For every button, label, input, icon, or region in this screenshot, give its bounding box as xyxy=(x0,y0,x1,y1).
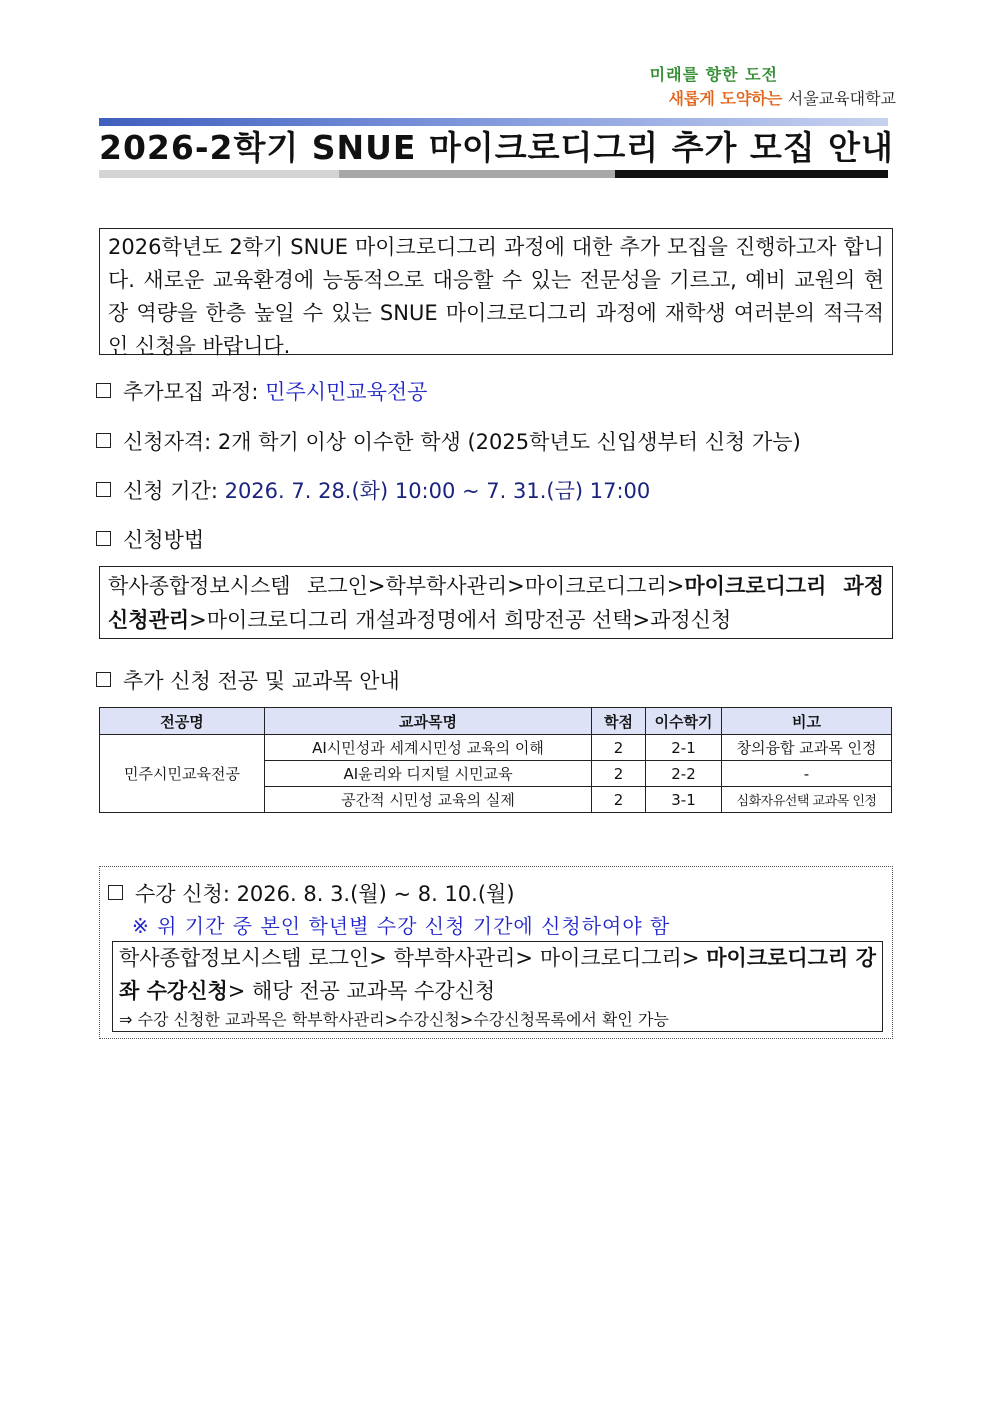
section-course-label: 추가모집 과정: xyxy=(123,380,266,404)
method-text-1: 학사종합정보시스템 로그인>학부학사관리>마이크로디그리> xyxy=(108,574,685,598)
title-top-bar xyxy=(99,118,888,126)
section-course-value: 민주시민교육전공 xyxy=(265,380,428,404)
intro-box: 2026학년도 2학기 SNUE 마이크로디그리 과정에 대한 추가 모집을 진행하고자 합니다. 새로운 교육환경에 능동적으로 대응할 수 있는 전문성을 기르고, 예비 교원의 현장 역량을 한층 높일 수 있는 SNUE 마이크로디그리 과정에 재학생 여러분의 적극적인 신청을 바랍니다. xyxy=(99,228,893,355)
title-bottom-bar-light xyxy=(99,170,339,178)
checkbox-square-icon xyxy=(96,482,111,497)
enrollment-box xyxy=(112,941,883,1032)
section-period-value: 2026. 7. 28.(화) 10:00 ~ 7. 31.(금) 17:00 xyxy=(224,479,651,503)
header-major: 전공명 xyxy=(100,708,265,735)
method-box xyxy=(99,566,893,639)
header-note: 비고 xyxy=(722,708,892,735)
note-cell: 심화자유선택 교과목 인정 xyxy=(722,787,892,813)
logo-university-name: 서울교육대학교 xyxy=(787,89,896,108)
credit-cell: 2 xyxy=(592,735,646,761)
section-eligibility xyxy=(96,428,801,456)
title-bottom-bar-mid xyxy=(339,170,615,178)
enrollment-path-1: 학사종합정보시스템 로그인> 학부학사관리> 마이크로디그리> xyxy=(119,946,707,970)
enrollment-path-bold: 마이크로디그리 강좌 수강신청 xyxy=(119,946,876,1003)
courses-table xyxy=(99,707,892,813)
header-semester: 이수학기 xyxy=(646,708,722,735)
credit-cell: 2 xyxy=(592,761,646,787)
semester-cell: 2-2 xyxy=(646,761,722,787)
header-credit: 학점 xyxy=(592,708,646,735)
enrollment-path-2: > 해당 전공 교과목 수강신청 xyxy=(227,979,496,1003)
semester-cell: 2-1 xyxy=(646,735,722,761)
checkbox-square-icon xyxy=(108,885,123,900)
section-period xyxy=(96,477,650,505)
checkbox-square-icon xyxy=(96,672,111,687)
table-header-row xyxy=(100,708,892,735)
semester-cell: 3-1 xyxy=(646,787,722,813)
logo-slogan-2 xyxy=(668,86,896,109)
section-method xyxy=(96,526,204,554)
table-row xyxy=(100,735,892,761)
enrollment-check: ⇒ 수강 신청한 교과목은 학부학사관리>수강신청>수강신청목록에서 확인 가능 xyxy=(119,1010,669,1029)
section-course xyxy=(96,378,427,406)
credit-cell: 2 xyxy=(592,787,646,813)
subject-cell: AI윤리와 디지털 시민교육 xyxy=(265,761,592,787)
header-subject: 교과목명 xyxy=(265,708,592,735)
checkbox-square-icon xyxy=(96,383,111,398)
section-courses xyxy=(96,667,400,695)
method-text-2: >마이크로디그리 개설과정명에서 희망전공 선택>과정신청 xyxy=(189,608,732,632)
subject-cell: 공간적 시민성 교육의 실제 xyxy=(265,787,592,813)
enrollment-title-text: 수강 신청: 2026. 8. 3.(월) ~ 8. 10.(월) xyxy=(135,882,515,906)
university-logo xyxy=(596,58,896,118)
section-period-label: 신청 기간: xyxy=(123,479,225,503)
enrollment-path xyxy=(119,942,876,1008)
title-bottom-bar-dark xyxy=(615,170,888,178)
page-title: 2026-2학기 SNUE 마이크로디그리 추가 모집 안내 xyxy=(99,128,894,167)
note-cell: 창의융합 교과목 인정 xyxy=(722,735,892,761)
major-cell: 민주시민교육전공 xyxy=(100,735,265,813)
section-method-label: 신청방법 xyxy=(123,528,205,552)
logo-slogan-1: 미래를 향한 도전 xyxy=(649,65,778,84)
checkbox-square-icon xyxy=(96,531,111,546)
logo-slogan-colored: 새롭게 도약하는 xyxy=(668,89,783,108)
method-text-bold: 마이크로디그리 과정 신청관리 xyxy=(108,574,884,632)
enrollment-note: ※ 위 기간 중 본인 학년별 수강 신청 기간에 신청하여야 함 xyxy=(132,914,671,938)
section-eligibility-label: 신청자격: 2개 학기 이상 이수한 학생 (2025학년도 신입생부터 신청 가능) xyxy=(123,430,801,454)
note-cell: - xyxy=(722,761,892,787)
enrollment-title xyxy=(108,880,515,908)
checkbox-square-icon xyxy=(96,433,111,448)
section-courses-label: 추가 신청 전공 및 교과목 안내 xyxy=(123,669,400,693)
subject-cell: AI시민성과 세계시민성 교육의 이해 xyxy=(265,735,592,761)
